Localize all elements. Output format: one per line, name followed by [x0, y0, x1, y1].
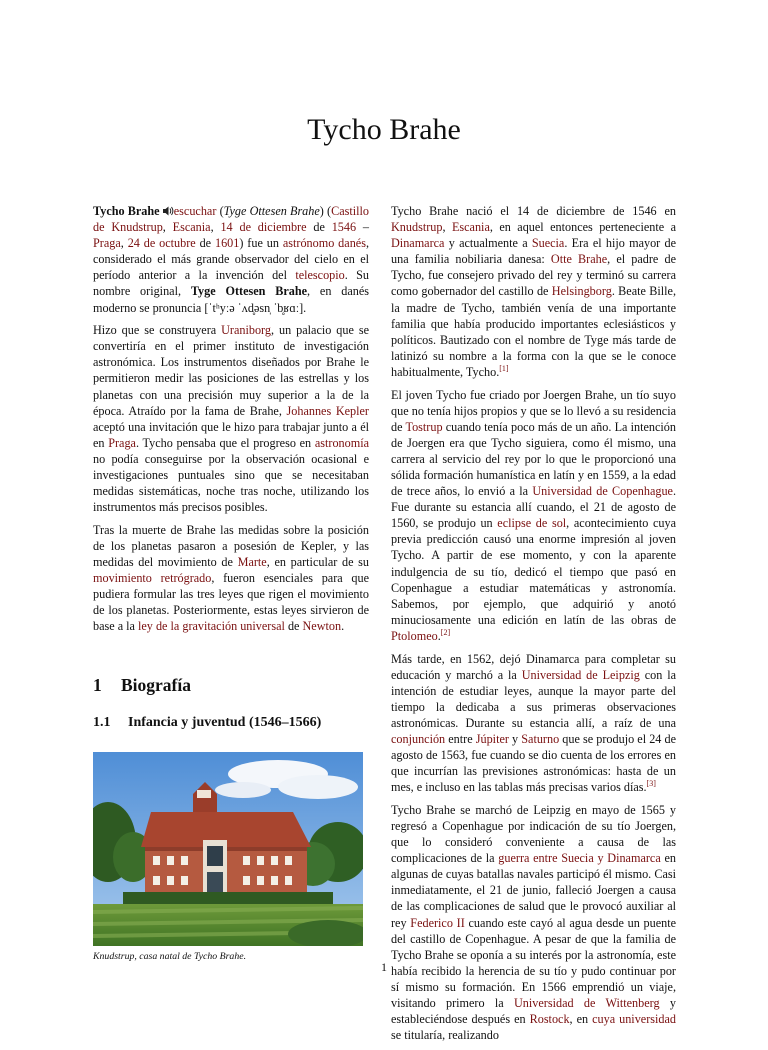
text: , en danés moderno se pronuncia [ˈtʰyːə ˈʌd̥əsn̩ ˈb̥ʁɑː].: [93, 284, 369, 315]
reference-1[interactable]: [1]: [499, 363, 509, 373]
figure-caption: Knudstrup, casa natal de Tycho Brahe.: [93, 951, 247, 963]
text: de: [284, 619, 303, 634]
subject-name: Tycho Brahe: [93, 204, 160, 218]
subsection-number: 1.1: [93, 715, 111, 731]
text: . Fue durante su estancia allí cuando, el 21 de agosto de 1560, se produjo un: [391, 484, 676, 531]
text: ) (: [319, 204, 332, 218]
text: . Era el hijo mayor de una familia nobiliaria danesa:: [391, 236, 676, 267]
text: , un palacio que se convertiría en el primer instituto de investigación astronómica. Los instrumentos diseñados por Brahe le permitieron medir las posiciones de las estrellas y los planetas con una precisión muy superior a la de la época. Atraído por la fama de Brahe,: [93, 323, 369, 418]
link-gravitation[interactable]: ley de la gravitación universal: [138, 619, 285, 634]
text: , en aquel entonces perteneciente a: [489, 220, 676, 235]
text: –: [356, 220, 369, 235]
reference-3[interactable]: [3]: [646, 779, 656, 789]
text: (: [216, 204, 224, 218]
text: Más tarde, en 1562, dejó Dinamarca para completar su educación y marchó a la: [391, 651, 676, 682]
text: Tycho Brahe nació el 14 de diciembre de 1546 en: [391, 204, 676, 218]
text: El joven Tycho fue criado por Joergen Brahe, un tío suyo que no tenía hijos propios y que se lo llevó a su residencia de: [391, 387, 676, 434]
text: ) fue un: [239, 236, 283, 251]
subsection-label: Infancia y juventud (1546–1566): [128, 715, 322, 731]
link-birth-year[interactable]: 1546: [331, 220, 357, 235]
text: entre: [445, 732, 476, 746]
text: no podía conseguirse por la observación ocasional e investigaciones puntuales sino que se necesitaban medidas sistemáticas, noche tras noche, utilizando los instrumentos más precisos posibles.: [93, 451, 369, 515]
section-number: 1: [93, 675, 102, 696]
link-newton[interactable]: Newton: [302, 619, 342, 634]
text: Hizo que se construyera: [93, 323, 222, 338]
kepler-paragraph: [93, 522, 369, 635]
text: . Su nombre original,: [93, 268, 370, 299]
text: cuando tenía poco más de un año. La intención de Joergen era que Tycho siguiera, como él mismo, una carrera al servicio del rey por lo que le proporcionó una sólida formación humanística en latín y en 1559, a la edad de trece años, lo envió a la: [391, 419, 676, 499]
text: . Tycho pensaba que el progreso en: [135, 435, 315, 450]
text: . Beate Bille, la madre de Tycho, también venía de una importante familia que había producido importantes eclesiásticos y políticos. Bautizado con el nombre de Tyge más tarde de latinizó su nombre a la forma con la que se le conoce habitualmente, Tycho.: [391, 284, 676, 379]
link-helsingborg[interactable]: Helsingborg: [551, 284, 612, 299]
link-conjuncion[interactable]: conjunción: [391, 732, 446, 746]
right-column: [391, 203, 676, 1050]
text: , en particular de su: [266, 554, 369, 569]
text: ,: [162, 220, 173, 235]
link-wittenberg[interactable]: Universidad de Wittenberg: [514, 996, 660, 1010]
link-astronomer[interactable]: astrónomo danés: [282, 236, 366, 251]
text: en algunas de cuyas batallas navales participó él mismo. Casi inmediatamente, el 21 de junio, falleció Joergen a causa de las complicaciones de salud que le provocó auxiliar al rey: [391, 851, 676, 930]
link-guerra[interactable]: guerra entre Suecia y Dinamarca: [498, 851, 661, 866]
text: ,: [210, 220, 221, 235]
text: y: [508, 732, 522, 746]
link-suecia[interactable]: Suecia: [531, 236, 565, 251]
text: , fueron esenciales para que pudiera formular las tres leyes que rigen el movimiento de los planetas. Posteriormente, estas leyes sirvieron de base a la: [93, 571, 369, 634]
link-jupiter[interactable]: Júpiter: [475, 732, 509, 746]
text: .: [341, 619, 345, 634]
link-leipzig[interactable]: Universidad de Leipzig: [521, 667, 640, 682]
link-death-place[interactable]: Praga: [93, 236, 121, 251]
left-column: [93, 203, 369, 963]
text: cuando este cayó al agua desde un puente del castillo de Copenhague. A pesar de que la familia de Tycho Brahe se oponía a su interés por la astronomía, este había recibido la herencia de su tío y pudo continuar por sí mismo su formación. En 1566 emprendió un viaje, visitando primero la: [391, 915, 677, 1010]
text: de: [195, 236, 215, 251]
page-number: 1: [381, 960, 387, 974]
listen-link[interactable]: escuchar: [173, 204, 217, 218]
section-heading: [93, 674, 369, 696]
figure: [93, 752, 369, 963]
link-cuya-universidad[interactable]: cuya universidad: [592, 1012, 676, 1027]
text: , considerado el más grande observador del cielo en el período anterior a la invención del: [93, 236, 369, 283]
link-dinamarca[interactable]: Dinamarca: [391, 236, 445, 251]
link-university-copenhagen[interactable]: Universidad de Copenhague: [532, 484, 673, 499]
uraniborg-paragraph: [93, 322, 369, 515]
text: aceptó una invitación que le hizo para trabajar junto a él en: [93, 419, 369, 450]
link-eclipse[interactable]: eclipse de sol: [497, 516, 567, 531]
link-birth-place[interactable]: Castillo de Knudstrup: [93, 204, 369, 235]
text: ,: [120, 236, 128, 251]
link-ptolomeo[interactable]: Ptolomeo: [391, 628, 438, 643]
link-telescope[interactable]: telescopio: [295, 268, 345, 283]
intro-paragraph: [93, 203, 369, 316]
birth-paragraph: [391, 203, 676, 380]
text: , acontecimiento cuya previa predicción causó una enorme impresión al joven Tycho. A partir de ese momento, y con la aparente indulgencia de su tío, dedicó el tiempo que pasó en Copenhague a estudiar matemáticas y astronomía. Sabemos, por ejemplo, que adquirió y anotó minuciosamente una edición en latín de las obras de: [391, 516, 676, 627]
link-uraniborg[interactable]: Uraniborg: [221, 323, 271, 338]
link-tostrup[interactable]: Tostrup: [405, 419, 443, 434]
link-saturno[interactable]: Saturno: [521, 732, 560, 746]
link-mars[interactable]: Marte: [237, 554, 267, 569]
link-region[interactable]: Escania: [172, 220, 211, 235]
link-otte-brahe[interactable]: Otte Brahe: [550, 252, 608, 267]
link-retrograde[interactable]: movimiento retrógrado: [93, 571, 212, 586]
subsection-heading: [93, 714, 369, 732]
text: , en: [569, 1012, 593, 1027]
knudstrup-photo[interactable]: [93, 752, 363, 946]
text: que se produjo el 24 de agosto de 1563, fue cuando se dio cuenta de los errores en que incurrían las previsiones astronómicas: hasta de un mes, e incluso en las tablas más precisas varios días.: [391, 732, 677, 795]
link-knudstrup[interactable]: Knudstrup: [391, 220, 443, 235]
link-escania[interactable]: Escania: [451, 220, 490, 235]
link-federico[interactable]: Federico II: [410, 915, 465, 930]
text: ,: [442, 220, 452, 235]
link-birth-date[interactable]: 14 de diciembre: [220, 220, 307, 235]
alt-name: Tyge Ottesen Brahe: [223, 204, 320, 218]
return-paragraph: [391, 802, 676, 1043]
speaker-icon[interactable]: [163, 204, 174, 218]
text: , el padre de Tycho, fue consejero privado del rey y terminó su carrera como gobernador del castillo de: [391, 252, 676, 299]
text: y estableciéndose después en: [391, 996, 676, 1027]
text: de: [306, 220, 332, 235]
text: .: [437, 628, 441, 643]
link-death-date[interactable]: 24 de octubre: [127, 236, 196, 251]
text: Tycho Brahe se marchó de Leipzig en mayo de 1565 y regresó a Copenhague por indicación de su tío Joergen, que lo consideró conveniente a causa de las complicaciones de la: [391, 802, 676, 866]
leipzig-paragraph: [391, 651, 676, 796]
link-rostock[interactable]: Rostock: [529, 1012, 570, 1027]
link-kepler[interactable]: Johannes Kepler: [286, 403, 369, 418]
link-death-year[interactable]: 1601: [214, 236, 240, 251]
section-label: Biografía: [121, 675, 191, 696]
text: se titularía, realizando: [391, 1028, 499, 1043]
youth-paragraph: [391, 387, 676, 645]
link-prague[interactable]: Praga: [108, 435, 136, 450]
text: con la intención de estudiar leyes, aunque la mayor parte del tiempo la dedicaba a sus primeras observaciones astronómicas. Durante su estancia allí, a raíz de una: [391, 667, 676, 730]
page-title: Tycho Brahe: [307, 113, 461, 146]
original-name: Tyge Ottesen Brahe: [190, 284, 308, 299]
link-astronomy[interactable]: astronomía: [314, 435, 369, 450]
text: Tras la muerte de Brahe las medidas sobre la posición de los planetas pasaron a posesión de Kepler, y las medidas del movimiento de: [93, 522, 369, 569]
text: y actualmente a: [444, 236, 532, 251]
reference-2[interactable]: [2]: [440, 627, 451, 637]
